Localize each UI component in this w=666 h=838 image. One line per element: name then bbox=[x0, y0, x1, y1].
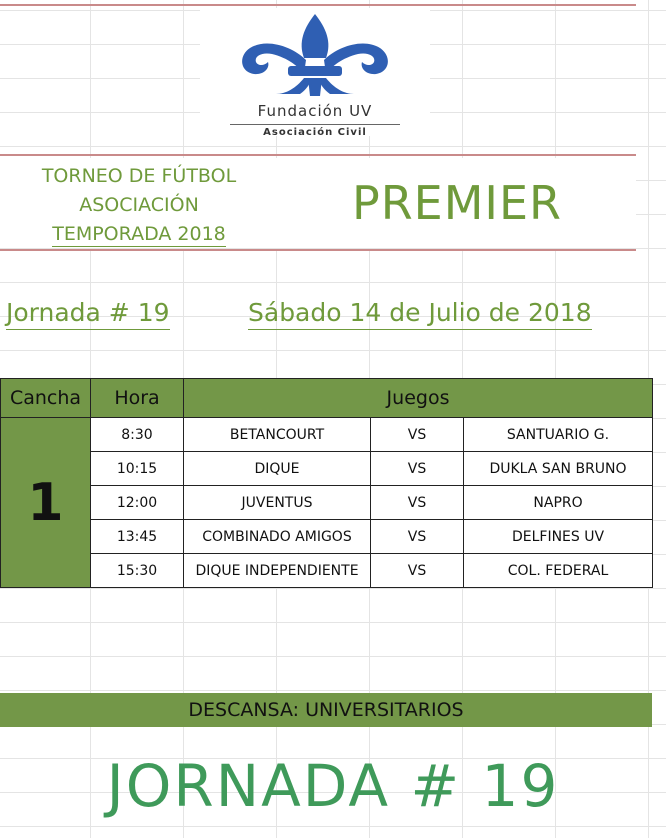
row-hora: 15:30 bbox=[91, 554, 184, 588]
header-cancha: Cancha bbox=[1, 379, 91, 418]
row-local: COMBINADO AMIGOS bbox=[184, 520, 371, 554]
row-vs: VS bbox=[371, 520, 464, 554]
row-visitante: DELFINES UV bbox=[464, 520, 653, 554]
row-hora: 13:45 bbox=[91, 520, 184, 554]
row-visitante: DUKLA SAN BRUNO bbox=[464, 452, 653, 486]
cancha-number: 1 bbox=[1, 418, 91, 588]
row-local: JUVENTUS bbox=[184, 486, 371, 520]
rest-team-banner: DESCANSA: UNIVERSITARIOS bbox=[0, 693, 652, 727]
row-vs: VS bbox=[371, 452, 464, 486]
row-hora: 10:15 bbox=[91, 452, 184, 486]
fleur-de-lis-icon bbox=[200, 8, 430, 102]
row-local: BETANCOURT bbox=[184, 418, 371, 452]
schedule-table bbox=[0, 378, 653, 588]
row-visitante: NAPRO bbox=[464, 486, 653, 520]
row-hora: 12:00 bbox=[91, 486, 184, 520]
logo bbox=[200, 8, 430, 136]
tournament-line-3: TEMPORADA 2018 bbox=[52, 223, 226, 245]
tournament-title bbox=[0, 158, 278, 248]
match-date: Sábado 14 de Julio de 2018 bbox=[248, 298, 592, 330]
table-row bbox=[1, 418, 653, 452]
jornada-label: Jornada # 19 bbox=[6, 298, 170, 330]
header-hora: Hora bbox=[91, 379, 184, 418]
row-visitante: SANTUARIO G. bbox=[464, 418, 653, 452]
org-name: Fundación UV bbox=[257, 102, 373, 120]
footer-jornada: JORNADA # 19 bbox=[106, 752, 560, 820]
header-juegos: Juegos bbox=[184, 379, 653, 418]
table-row bbox=[1, 520, 653, 554]
table-header-row bbox=[1, 379, 653, 418]
table-row bbox=[1, 452, 653, 486]
top-rule bbox=[0, 4, 636, 6]
header-bottom-rule bbox=[0, 249, 636, 251]
table-row bbox=[1, 554, 653, 588]
tournament-line-1: TORNEO DE FÚTBOL bbox=[41, 165, 237, 187]
row-visitante: COL. FEDERAL bbox=[464, 554, 653, 588]
row-vs: VS bbox=[371, 418, 464, 452]
row-vs: VS bbox=[371, 486, 464, 520]
logo-divider bbox=[230, 124, 400, 125]
table-row bbox=[1, 486, 653, 520]
division-title: PREMIER bbox=[278, 158, 636, 248]
row-local: DIQUE INDEPENDIENTE bbox=[184, 554, 371, 588]
row-hora: 8:30 bbox=[91, 418, 184, 452]
header-top-rule bbox=[0, 154, 636, 156]
row-vs: VS bbox=[371, 554, 464, 588]
tournament-line-2: ASOCIACIÓN bbox=[79, 194, 199, 216]
row-local: DIQUE bbox=[184, 452, 371, 486]
org-subtitle: Asociación Civil bbox=[263, 127, 367, 138]
